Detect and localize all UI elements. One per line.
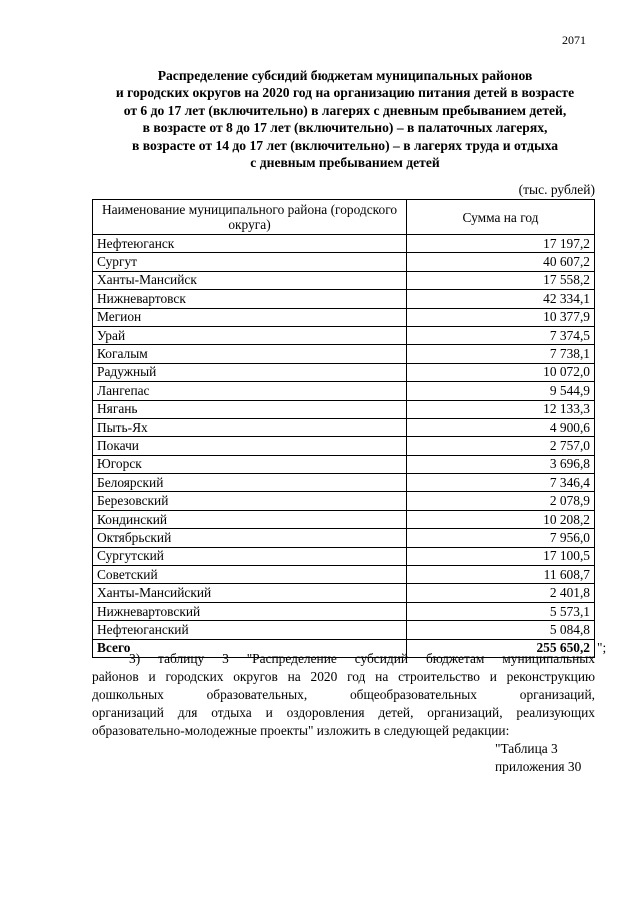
title-line: в возрасте от 14 до 17 лет (включительно) – в лагерях труда и отдыха xyxy=(132,137,558,153)
paragraph-line: дошкольных образовательных, общеобразовательных организаций, xyxy=(92,687,595,702)
title-line: от 6 до 17 лет (включительно) в лагерях с дневным пребыванием детей, xyxy=(123,102,567,118)
district-sum: 2 401,8 xyxy=(407,584,595,602)
document-title xyxy=(80,67,610,171)
district-name: Лангепас xyxy=(93,382,407,400)
district-sum: 7 738,1 xyxy=(407,345,595,363)
reference-line: "Таблица 3 xyxy=(495,741,558,756)
district-sum: 5 084,8 xyxy=(407,621,595,639)
district-name: Советский xyxy=(93,566,407,584)
district-sum: 10 072,0 xyxy=(407,363,595,381)
table-row xyxy=(93,566,595,584)
district-sum: 40 607,2 xyxy=(407,253,595,271)
table-row xyxy=(93,584,595,602)
district-name: Нижневартовский xyxy=(93,602,407,620)
table-row xyxy=(93,474,595,492)
district-sum: 7 346,4 xyxy=(407,474,595,492)
header-name: Наименование муниципального района (городского округа) xyxy=(93,200,407,235)
table-row xyxy=(93,235,595,253)
table-row xyxy=(93,621,595,639)
district-sum: 12 133,3 xyxy=(407,400,595,418)
table-row xyxy=(93,253,595,271)
district-name: Нягань xyxy=(93,400,407,418)
district-name: Сургут xyxy=(93,253,407,271)
district-sum: 17 197,2 xyxy=(407,235,595,253)
district-sum: 3 696,8 xyxy=(407,455,595,473)
district-name: Сургутский xyxy=(93,547,407,565)
header-sum: Сумма на год xyxy=(407,200,595,235)
amendment-paragraph xyxy=(92,650,595,740)
table-row xyxy=(93,492,595,510)
district-sum: 10 208,2 xyxy=(407,510,595,528)
district-name: Покачи xyxy=(93,437,407,455)
table-body xyxy=(93,235,595,658)
district-name: Мегион xyxy=(93,308,407,326)
district-name: Урай xyxy=(93,326,407,344)
district-name: Кондинский xyxy=(93,510,407,528)
district-name: Югорск xyxy=(93,455,407,473)
title-line: в возрасте от 8 до 17 лет (включительно) – в палаточных лагерях, xyxy=(142,120,548,136)
table-row xyxy=(93,290,595,308)
table-row xyxy=(93,418,595,436)
table-row xyxy=(93,529,595,547)
table-reference xyxy=(495,740,581,776)
paragraph-line: образовательно-молодежные проекты" изложить в следующей редакции: xyxy=(92,723,510,738)
table-row xyxy=(93,363,595,381)
title-line: Распределение субсидий бюджетам муниципальных районов xyxy=(157,68,533,83)
district-name: Ханты-Мансийский xyxy=(93,584,407,602)
table-row xyxy=(93,271,595,289)
district-name: Пыть-Ях xyxy=(93,418,407,436)
paragraph-line: 3) таблицу 3 "Распределение субсидий бюджетам муниципальных xyxy=(129,651,595,666)
subsidy-table xyxy=(92,199,595,658)
page-number: 2071 xyxy=(562,33,586,47)
table-header-row xyxy=(93,200,595,235)
district-name: Белоярский xyxy=(93,474,407,492)
table-row xyxy=(93,437,595,455)
table-row xyxy=(93,308,595,326)
reference-line: приложения 30 xyxy=(495,759,582,774)
district-sum: 11 608,7 xyxy=(407,566,595,584)
district-sum: 17 100,5 xyxy=(407,547,595,565)
table-row xyxy=(93,345,595,363)
total-label: Всего xyxy=(93,639,407,657)
district-sum: 9 544,9 xyxy=(407,382,595,400)
district-name: Радужный xyxy=(93,363,407,381)
table-row xyxy=(93,326,595,344)
units-label: (тыс. рублей) xyxy=(518,182,595,197)
paragraph-line: районов и городских округов на 2020 год на строительство и реконструкцию xyxy=(92,669,595,684)
district-name: Нефтеюганский xyxy=(93,621,407,639)
table-row xyxy=(93,602,595,620)
district-sum: 42 334,1 xyxy=(407,290,595,308)
district-sum: 7 956,0 xyxy=(407,529,595,547)
district-sum: 2 078,9 xyxy=(407,492,595,510)
district-name: Нижневартовск xyxy=(93,290,407,308)
district-sum: 17 558,2 xyxy=(407,271,595,289)
title-line: с дневным пребыванием детей xyxy=(250,155,440,171)
district-sum: 2 757,0 xyxy=(407,437,595,455)
table-row xyxy=(93,547,595,565)
district-name: Ханты-Мансийск xyxy=(93,271,407,289)
district-sum: 7 374,5 xyxy=(407,326,595,344)
district-sum: 4 900,6 xyxy=(407,418,595,436)
district-sum: 10 377,9 xyxy=(407,308,595,326)
district-name: Березовский xyxy=(93,492,407,510)
closing-quote-mark: "; xyxy=(597,640,607,656)
district-name: Когалым xyxy=(93,345,407,363)
table-row xyxy=(93,400,595,418)
district-name: Нефтеюганск xyxy=(93,235,407,253)
table-row xyxy=(93,510,595,528)
district-name: Октябрьский xyxy=(93,529,407,547)
title-line: и городских округов на 2020 год на организацию питания детей в возрасте xyxy=(115,85,575,101)
table-row xyxy=(93,382,595,400)
district-sum: 5 573,1 xyxy=(407,602,595,620)
paragraph-line: организаций для отдыха и оздоровления детей, организаций, реализующих xyxy=(92,705,595,720)
total-sum: 255 650,2 xyxy=(407,639,595,657)
table-row xyxy=(93,455,595,473)
